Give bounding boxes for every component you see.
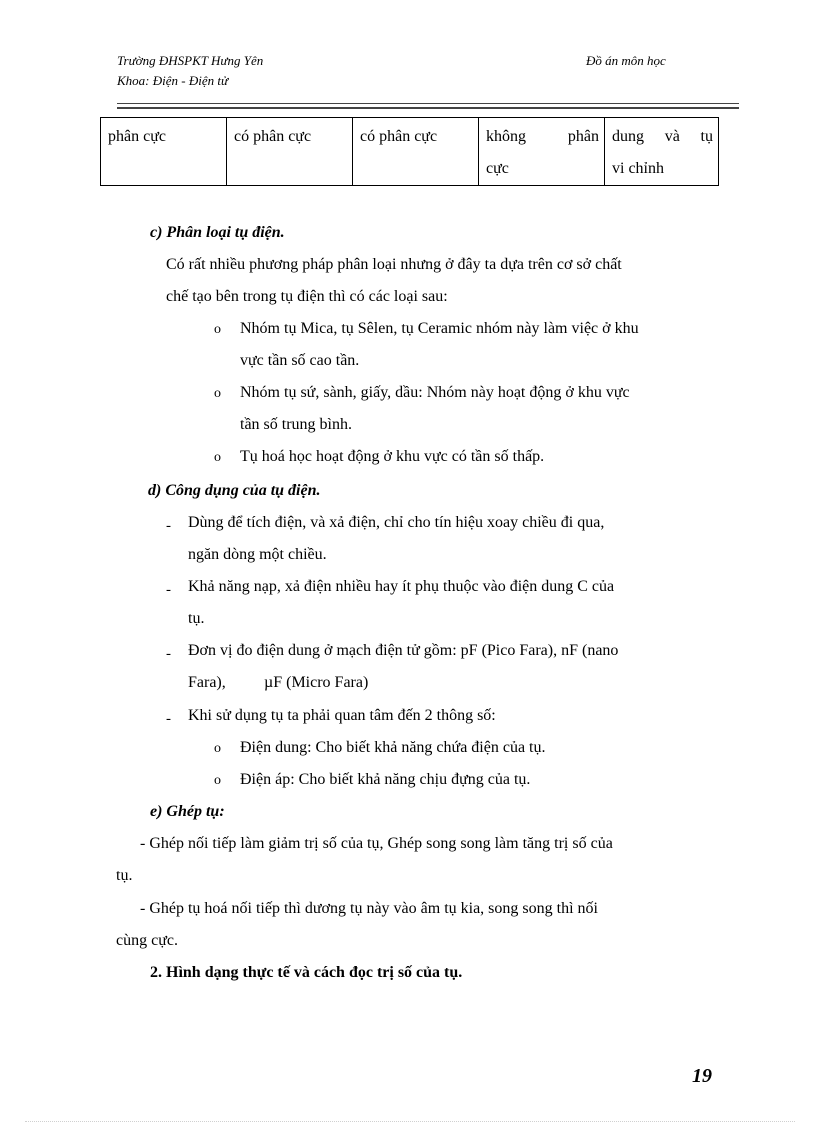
table-cell: phân cực <box>101 118 227 186</box>
bullet-circle-icon: o <box>214 741 221 756</box>
list-item-cont: tần số trung bình. <box>240 416 352 433</box>
table-cell: dung và tụ vi chỉnh <box>605 118 719 186</box>
header-rule-thin <box>117 103 739 104</box>
header-doc-type: Đồ án môn học <box>586 53 666 68</box>
section-c-intro-line2: chế tạo bên trong tụ điện thì có các loại sau: <box>166 288 448 305</box>
header-rule-thick <box>117 107 739 109</box>
list-item: Tụ hoá học hoạt động ở khu vực có tần số thấp. <box>240 448 545 465</box>
list-item: Khi sử dụng tụ ta phải quan tâm đến 2 thông số: <box>188 707 496 724</box>
list-item-cont: vực tần số cao tần. <box>240 352 360 369</box>
list-item: Dùng để tích điện, và xả điện, chỉ cho tín hiệu xoay chiều đi qua, <box>188 514 605 531</box>
dash-bullet-icon: - <box>166 646 171 662</box>
list-item-cont: ngăn dòng một chiều. <box>188 546 327 563</box>
list-item-cont: Fara), <box>188 674 226 691</box>
dash-bullet-icon: - <box>166 518 171 534</box>
table-cell: có phân cực <box>353 118 479 186</box>
list-item: Khả năng nạp, xả điện nhiều hay ít phụ thuộc vào điện dung C của <box>188 578 615 595</box>
page-number: 19 <box>692 1065 712 1087</box>
sub-list-item: Điện dung: Cho biết khả năng chứa điện của tụ. <box>240 739 546 756</box>
section-d-heading: d) Công dụng của tụ điện. <box>148 482 321 499</box>
paragraph-line: - Ghép tụ hoá nối tiếp thì dương tụ này vào âm tụ kia, song song thì nối <box>140 900 598 917</box>
table-row <box>101 118 719 186</box>
bullet-circle-icon: o <box>214 773 221 788</box>
paragraph-line: tụ. <box>116 867 133 884</box>
dash-bullet-icon: - <box>166 711 171 727</box>
bullet-circle-icon: o <box>214 450 221 465</box>
section-2-heading: 2. Hình dạng thực tế và cách đọc trị số của tụ. <box>150 964 463 981</box>
section-e-heading: e) Ghép tụ: <box>150 803 225 820</box>
sub-list-item: Điện áp: Cho biết khả năng chịu đựng của tụ. <box>240 771 531 788</box>
list-item-cont: µF (Micro Fara) <box>264 674 369 691</box>
section-c-heading: c) Phân loại tụ điện. <box>150 224 285 241</box>
bullet-circle-icon: o <box>214 386 221 401</box>
paragraph-line: cùng cực. <box>116 932 178 949</box>
table-cell: có phân cực <box>227 118 353 186</box>
capacitor-table <box>100 117 719 186</box>
header-faculty: Khoa: Điện - Điện tử <box>117 73 229 88</box>
header-school: Trường ĐHSPKT Hưng Yên <box>117 53 264 68</box>
list-item: Nhóm tụ sứ, sành, giấy, dầu: Nhóm này hoạt động ở khu vực <box>240 384 630 401</box>
list-item: Nhóm tụ Mica, tụ Sêlen, tụ Ceramic nhóm này làm việc ở khu <box>240 320 639 337</box>
list-item: Đơn vị đo điện dung ở mạch điện tử gồm: pF (Pico Fara), nF (nano <box>188 642 619 659</box>
dash-bullet-icon: - <box>166 582 171 598</box>
bullet-circle-icon: o <box>214 322 221 337</box>
list-item-cont: tụ. <box>188 610 205 627</box>
paragraph-line: - Ghép nối tiếp làm giảm trị số của tụ, Ghép song song làm tăng trị số của <box>140 835 613 852</box>
footer-divider <box>25 1121 795 1122</box>
table-cell: không phân cực <box>479 118 605 186</box>
section-c-intro-line1: Có rất nhiều phương pháp phân loại nhưng ở đây ta dựa trên cơ sở chất <box>166 256 622 273</box>
